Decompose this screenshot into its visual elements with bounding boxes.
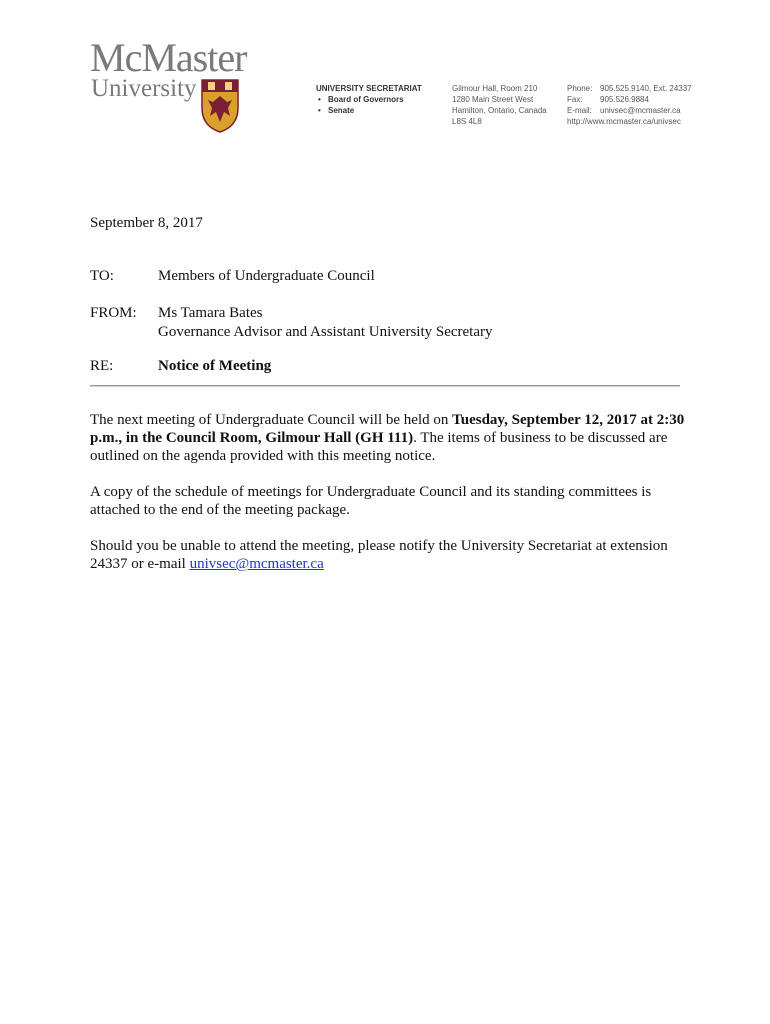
contact-row	[567, 105, 692, 116]
secretariat-item: • Board of Governors	[316, 94, 422, 105]
crest-icon	[200, 78, 240, 133]
contact-label: E-mail:	[567, 106, 592, 115]
contact-value: 905.525.9140, Ext. 24337	[600, 84, 692, 93]
address-line: 1280 Main Street West	[452, 95, 534, 104]
secretariat-title: UNIVERSITY SECRETARIAT	[316, 84, 422, 93]
to-value: Members of Undergraduate Council	[158, 268, 375, 284]
email-link[interactable]: univsec@mcmaster.ca	[189, 556, 324, 572]
secretariat-item: • Senate	[316, 105, 422, 116]
paragraph-meeting-details	[90, 411, 690, 465]
contact-value: 905.526.9884	[600, 95, 649, 104]
memo-from-row	[90, 304, 493, 342]
from-label: FROM:	[90, 305, 137, 321]
p1-text-end: . The items of business to be discussed are outlined on the agenda provided with this meeting notice.	[90, 430, 668, 464]
paragraph-contact	[90, 537, 690, 573]
p1-text: The next meeting of Undergraduate Council will be held on	[90, 412, 453, 428]
contact-row	[567, 116, 692, 127]
contact-label: Phone:	[567, 84, 593, 93]
to-label: TO:	[90, 268, 114, 284]
divider	[90, 385, 680, 387]
address-line: L8S 4L8	[452, 117, 482, 126]
memo-to-row	[90, 267, 375, 286]
logo-wordmark-mcmaster: McMaster	[90, 35, 247, 80]
re-label: RE:	[90, 358, 114, 374]
address-line: Hamilton, Ontario, Canada	[452, 106, 547, 115]
memo-re-row	[90, 357, 271, 376]
logo-wordmark-university: University	[91, 75, 197, 102]
from-title: Governance Advisor and Assistant University Secretary	[158, 324, 493, 340]
memo-date: September 8, 2017	[90, 215, 203, 231]
from-name: Ms Tamara Bates	[158, 305, 263, 321]
paragraph-schedule: A copy of the schedule of meetings for Undergraduate Council and its standing committees is attached to the end of the meeting package.	[90, 484, 652, 518]
p3-text: Should you be unable to attend the meeting, please notify the University Secretariat at extension 24337 or e-mail	[90, 538, 668, 572]
contact-label: Fax:	[567, 95, 583, 104]
p1-meeting-time: Tuesday, September 12, 2017 at 2:30 p.m., in the Council Room, Gilmour Hall (GH 111)	[90, 412, 685, 446]
contact-row	[567, 94, 692, 105]
re-value: Notice of Meeting	[158, 358, 272, 374]
contact-website[interactable]: http://www.mcmaster.ca/univsec	[567, 117, 681, 126]
address-line: Gilmour Hall, Room 210	[452, 84, 538, 93]
secretariat-block	[316, 83, 422, 116]
contact-row	[567, 83, 692, 94]
contact-email[interactable]: univsec@mcmaster.ca	[600, 106, 681, 115]
contact-block	[567, 83, 692, 127]
address-block	[452, 83, 547, 127]
